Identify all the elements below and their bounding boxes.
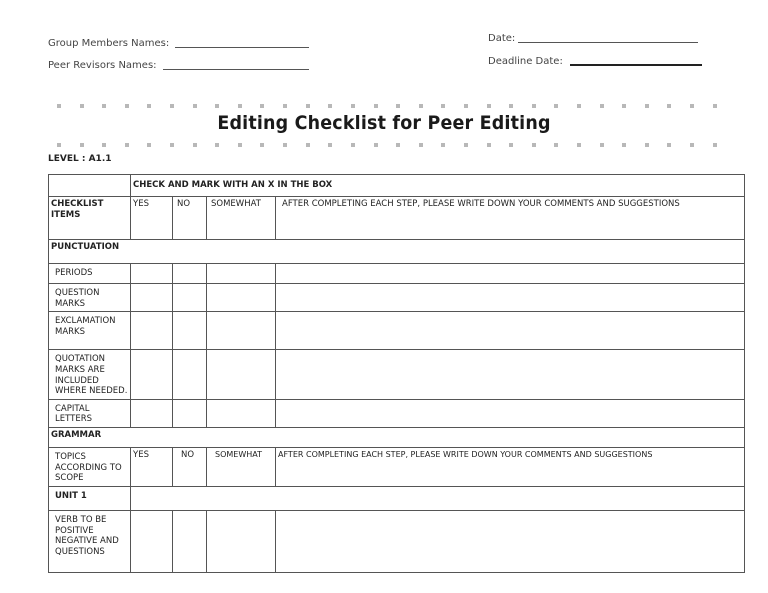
rule-dot bbox=[600, 104, 604, 108]
rule-dot bbox=[283, 143, 287, 147]
rule-dot bbox=[328, 104, 332, 108]
rule-dot bbox=[57, 104, 61, 108]
rule-dot bbox=[487, 104, 491, 108]
date-line[interactable] bbox=[518, 32, 698, 43]
somewhat-cell[interactable] bbox=[207, 284, 276, 312]
date-label: Date: bbox=[488, 33, 516, 44]
table-row bbox=[49, 350, 745, 400]
item-topics-scope: TOPICS ACCORDING TO SCOPE bbox=[49, 448, 131, 487]
rule-dot bbox=[509, 143, 513, 147]
section-row-grammar bbox=[49, 428, 745, 448]
rule-dot bbox=[554, 104, 558, 108]
grammar-yes-label: YES bbox=[131, 448, 173, 487]
rule-dot bbox=[306, 143, 310, 147]
top-dotted-rule bbox=[57, 104, 717, 108]
rule-dot bbox=[419, 143, 423, 147]
rule-dot bbox=[374, 143, 378, 147]
no-header: NO bbox=[173, 197, 207, 240]
rule-dot bbox=[667, 104, 671, 108]
rule-dot bbox=[80, 143, 84, 147]
no-cell[interactable] bbox=[173, 399, 207, 427]
yes-cell[interactable] bbox=[131, 399, 173, 427]
date-field bbox=[488, 32, 698, 44]
rule-dot bbox=[238, 143, 242, 147]
peer-revisors-line[interactable] bbox=[163, 59, 309, 70]
rule-dot bbox=[306, 104, 310, 108]
no-cell[interactable] bbox=[173, 350, 207, 400]
group-members-line[interactable] bbox=[175, 37, 309, 48]
yes-cell[interactable] bbox=[131, 312, 173, 350]
table-row bbox=[49, 448, 745, 487]
no-cell[interactable] bbox=[173, 510, 207, 572]
rule-dot bbox=[238, 104, 242, 108]
rule-dot bbox=[351, 104, 355, 108]
checklist-items-header: CHECKLIST ITEMS bbox=[49, 197, 131, 240]
column-header-row bbox=[49, 197, 745, 240]
section-grammar: GRAMMAR bbox=[49, 428, 745, 448]
rule-dot bbox=[577, 143, 581, 147]
rule-dot bbox=[713, 143, 717, 147]
rule-dot bbox=[57, 143, 61, 147]
unit-row bbox=[49, 486, 745, 510]
rule-dot bbox=[351, 143, 355, 147]
rule-dot bbox=[396, 143, 400, 147]
yes-cell[interactable] bbox=[131, 350, 173, 400]
comment-cell[interactable] bbox=[276, 399, 745, 427]
comment-cell[interactable] bbox=[276, 264, 745, 284]
unit-blank-cell bbox=[131, 486, 745, 510]
group-members-field bbox=[48, 37, 309, 49]
rule-dot bbox=[260, 104, 264, 108]
section-punctuation: PUNCTUATION bbox=[49, 240, 745, 264]
rule-dot bbox=[102, 104, 106, 108]
yes-cell[interactable] bbox=[131, 284, 173, 312]
unit-label: UNIT 1 bbox=[49, 486, 131, 510]
item-capital-letters: CAPITAL LETTERS bbox=[49, 399, 131, 427]
yes-header: YES bbox=[131, 197, 173, 240]
instruction-cell: CHECK AND MARK WITH AN X IN THE BOX bbox=[131, 175, 745, 197]
comment-cell[interactable] bbox=[276, 284, 745, 312]
rule-dot bbox=[170, 143, 174, 147]
grammar-no-label: NO bbox=[173, 448, 207, 487]
peer-revisors-field bbox=[48, 59, 309, 71]
somewhat-cell[interactable] bbox=[207, 399, 276, 427]
rule-dot bbox=[80, 104, 84, 108]
rule-dot bbox=[713, 104, 717, 108]
rule-dot bbox=[147, 104, 151, 108]
rule-dot bbox=[622, 143, 626, 147]
rule-dot bbox=[464, 143, 468, 147]
comment-cell[interactable] bbox=[276, 510, 745, 572]
bottom-dotted-rule bbox=[57, 143, 717, 147]
table-row bbox=[49, 312, 745, 350]
deadline-line[interactable] bbox=[570, 54, 702, 66]
rule-dot bbox=[667, 143, 671, 147]
grammar-comments-label: AFTER COMPLETING EACH STEP, PLEASE WRITE DOWN YOUR COMMENTS AND SUGGESTIONS bbox=[276, 448, 745, 487]
yes-cell[interactable] bbox=[131, 264, 173, 284]
somewhat-header: SOMEWHAT bbox=[207, 197, 276, 240]
rule-dot bbox=[419, 104, 423, 108]
rule-dot bbox=[645, 143, 649, 147]
rule-dot bbox=[283, 104, 287, 108]
rule-dot bbox=[509, 104, 513, 108]
rule-dot bbox=[147, 143, 151, 147]
rule-dot bbox=[260, 143, 264, 147]
rule-dot bbox=[554, 143, 558, 147]
rule-dot bbox=[645, 104, 649, 108]
item-exclamation-marks: EXCLAMATION MARKS bbox=[49, 312, 131, 350]
rule-dot bbox=[125, 143, 129, 147]
comment-cell[interactable] bbox=[276, 350, 745, 400]
rule-dot bbox=[170, 104, 174, 108]
rule-dot bbox=[441, 104, 445, 108]
rule-dot bbox=[193, 104, 197, 108]
table-row bbox=[49, 510, 745, 572]
rule-dot bbox=[532, 143, 536, 147]
instruction-blank-cell bbox=[49, 175, 131, 197]
rule-dot bbox=[328, 143, 332, 147]
grammar-somewhat-label: SOMEWHAT bbox=[207, 448, 276, 487]
level-label: LEVEL : A1.1 bbox=[48, 154, 112, 164]
section-row-punctuation bbox=[49, 240, 745, 264]
rule-dot bbox=[690, 143, 694, 147]
no-cell[interactable] bbox=[173, 312, 207, 350]
rule-dot bbox=[215, 143, 219, 147]
deadline-field bbox=[488, 54, 702, 67]
rule-dot bbox=[464, 104, 468, 108]
item-quotation-marks: QUOTATION MARKS ARE INCLUDED WHERE NEEDED. bbox=[49, 350, 131, 400]
deadline-label: Deadline Date: bbox=[488, 56, 563, 67]
item-verb-to-be: VERB TO BE POSITIVE NEGATIVE AND QUESTIONS bbox=[49, 510, 131, 572]
table-row bbox=[49, 264, 745, 284]
rule-dot bbox=[577, 104, 581, 108]
rule-dot bbox=[125, 104, 129, 108]
somewhat-cell[interactable] bbox=[207, 510, 276, 572]
table-row bbox=[49, 399, 745, 427]
somewhat-cell[interactable] bbox=[207, 264, 276, 284]
item-periods: PERIODS bbox=[49, 264, 131, 284]
table-row bbox=[49, 284, 745, 312]
rule-dot bbox=[487, 143, 491, 147]
rule-dot bbox=[396, 104, 400, 108]
rule-dot bbox=[374, 104, 378, 108]
no-cell[interactable] bbox=[173, 284, 207, 312]
rule-dot bbox=[532, 104, 536, 108]
page-title: Editing Checklist for Peer Editing bbox=[217, 112, 551, 134]
rule-dot bbox=[690, 104, 694, 108]
yes-cell[interactable] bbox=[131, 510, 173, 572]
rule-dot bbox=[600, 143, 604, 147]
somewhat-cell[interactable] bbox=[207, 312, 276, 350]
rule-dot bbox=[215, 104, 219, 108]
rule-dot bbox=[193, 143, 197, 147]
item-question-marks: QUESTION MARKS bbox=[49, 284, 131, 312]
somewhat-cell[interactable] bbox=[207, 350, 276, 400]
comments-header: AFTER COMPLETING EACH STEP, PLEASE WRITE DOWN YOUR COMMENTS AND SUGGESTIONS bbox=[276, 197, 745, 240]
comment-cell[interactable] bbox=[276, 312, 745, 350]
rule-dot bbox=[622, 104, 626, 108]
rule-dot bbox=[441, 143, 445, 147]
peer-revisors-label: Peer Revisors Names: bbox=[48, 60, 157, 71]
group-members-label: Group Members Names: bbox=[48, 38, 170, 49]
rule-dot bbox=[102, 143, 106, 147]
instruction-row bbox=[49, 175, 745, 197]
no-cell[interactable] bbox=[173, 264, 207, 284]
checklist-table bbox=[48, 174, 745, 573]
